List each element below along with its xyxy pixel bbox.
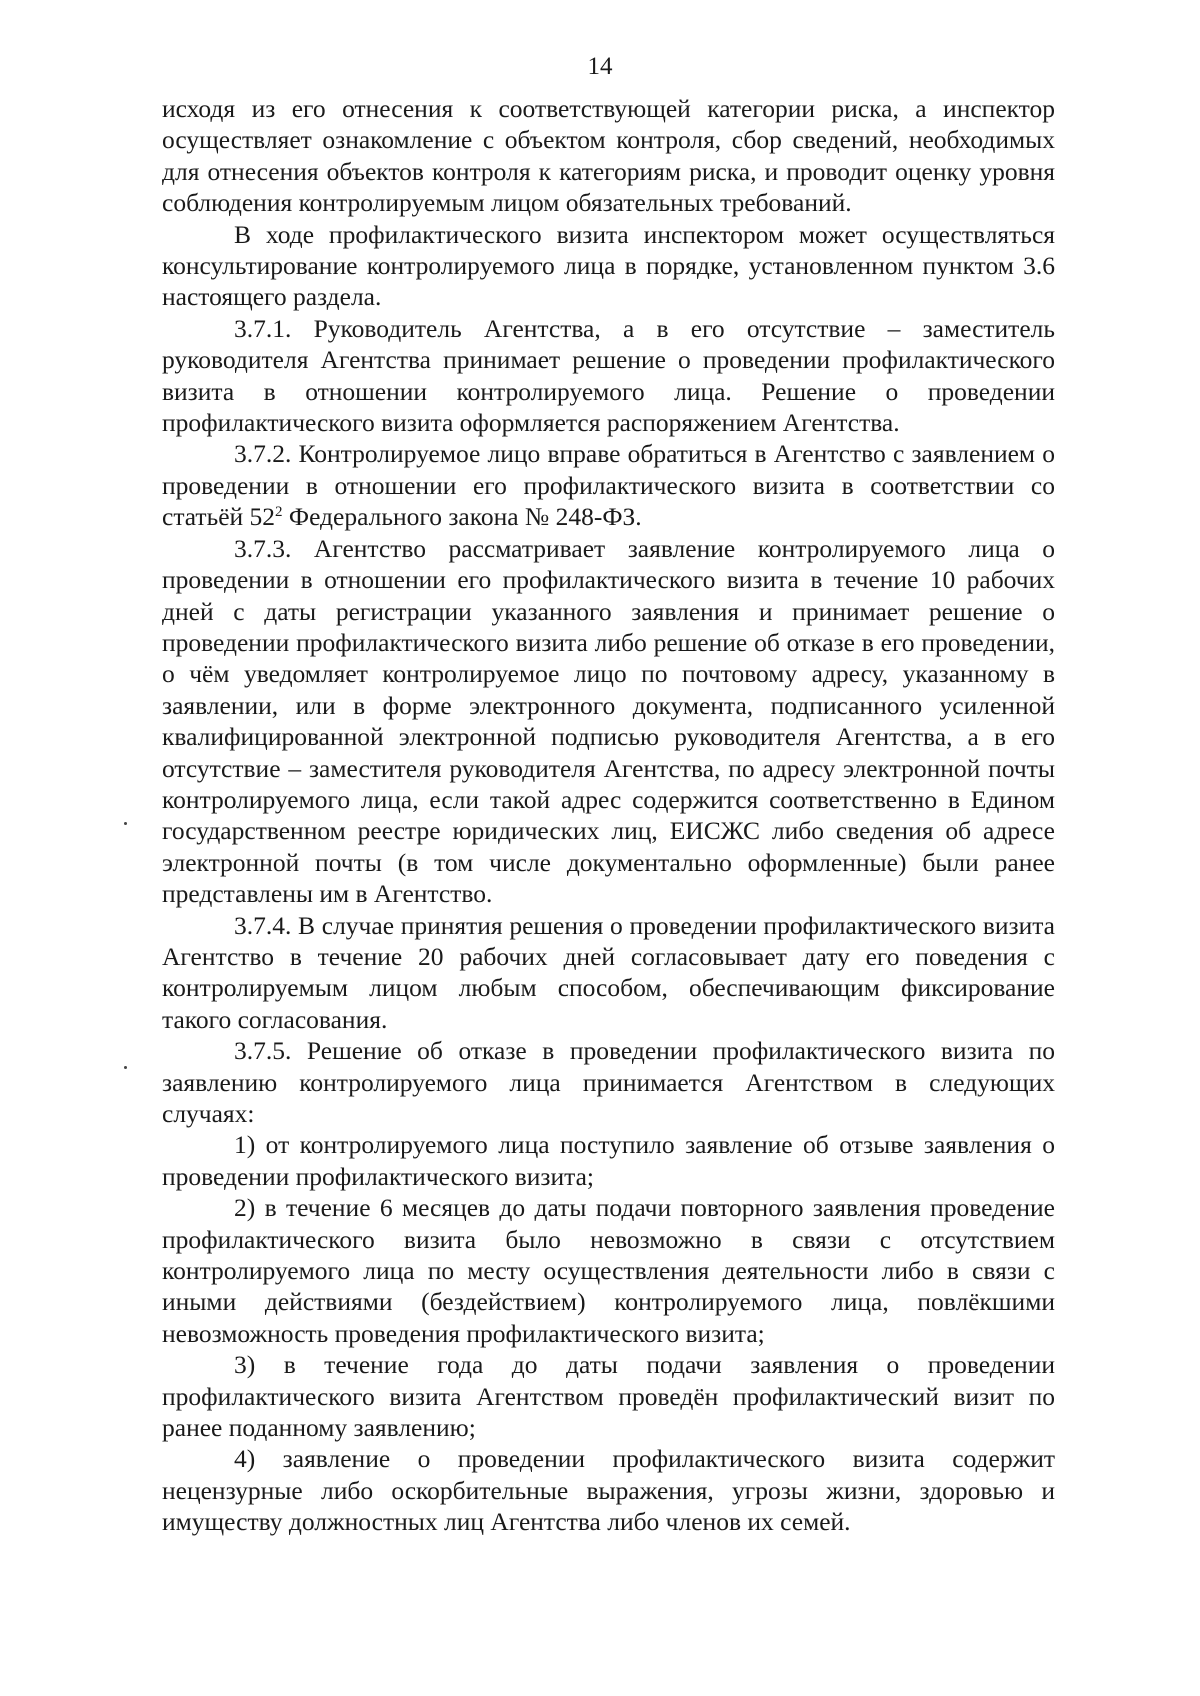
document-body <box>162 93 1055 1538</box>
paragraph-3-7-4: 3.7.4. В случае принятия решения о проведении профилактического визита Агентство в течение 20 рабочих дней согласовывает дату его поведения с контролируемым лицом любым способом, обеспечивающим фиксирование такого согласования. <box>162 910 1055 1034</box>
list-item-3: 3) в течение года до даты подачи заявления о проведении профилактического визита Агентством проведён профилактический визит по ранее поданному заявлению; <box>162 1350 1055 1443</box>
paragraph-3-7-2 <box>162 438 1055 532</box>
paragraph-3-7-2-text-end: Федерального закона № 248-ФЗ. <box>282 502 642 532</box>
paragraph-continuation: исходя из его отнесения к соответствующей категории риска, а инспектор осуществляет ознакомление с объектом контроля, сбор сведений, необходимых для отнесения объектов контроля к категориям риска, и проводит оценку уровня соблюдения контролируемым лицом обязательных требований. <box>162 94 1055 218</box>
article-superscript: 2 <box>275 504 283 521</box>
paragraph-3-7-1: 3.7.1. Руководитель Агентства, а в его отсутствие – заместитель руководителя Агентства принимает решение о проведении профилактического визита в отношении контролируемого лица. Решение о проведении профилактического визита оформляется распоряжением Агентства. <box>162 313 1055 438</box>
paragraph-3-7-3: 3.7.3. Агентство рассматривает заявление контролируемого лица о проведении в отношении его профилактического визита в течение 10 рабочих дней с даты регистрации указанного заявления и принимает решение о проведении профилактического визита либо решение об отказе в его проведении, о чём уведомляет контролируемое лицо по почтовому адресу, указанному в заявлении, или в форме электронного документа, подписанного усиленной квалифицированной электронной подписью руководителя Агентства, а в его отсутствие – заместителя руководителя Агентства, по адресу электронной почты контролируемого лица, если такой адрес содержится соответственно в Едином государственном реестре юридических лиц, ЕИСЖС либо сведения об адресе электронной почты (в том числе документально оформленные) были ранее представлены им в Агентство. <box>162 533 1055 909</box>
paragraph-3-7-2-text: 3.7.2. Контролируемое лицо вправе обратиться в Агентство с заявлением о проведении в отношении его профилактического визита в соответствии со статьёй 52 <box>162 439 1055 532</box>
scan-speck <box>124 822 127 825</box>
list-item-2: 2) в течение 6 месяцев до даты подачи повторного заявления проведение профилактического визита было невозможно в связи с отсутствием контролируемого лица по месту осуществления деятельности либо в связи с иными действиями (бездействием) контролируемого лица, повлёкшими невозможность проведения профилактического визита; <box>162 1193 1055 1348</box>
paragraph-consultation: В ходе профилактического визита инспектором может осуществляться консультирование контролируемого лица в порядке, установленном пунктом 3.6 настоящего раздела. <box>162 219 1055 312</box>
list-item-4: 4) заявление о проведении профилактического визита содержит нецензурные либо оскорбительные выражения, угрозы жизни, здоровью и имуществу должностных лиц Агентства либо членов их семей. <box>162 1444 1055 1537</box>
list-item-1: 1) от контролируемого лица поступило заявление об отзыве заявления о проведении профилактического визита; <box>162 1130 1055 1191</box>
scan-speck <box>124 1066 127 1069</box>
page-number: 14 <box>587 53 613 80</box>
paragraph-3-7-5: 3.7.5. Решение об отказе в проведении профилактического визита по заявлению контролируемого лица принимается Агентством в следующих случаях: <box>162 1036 1055 1128</box>
